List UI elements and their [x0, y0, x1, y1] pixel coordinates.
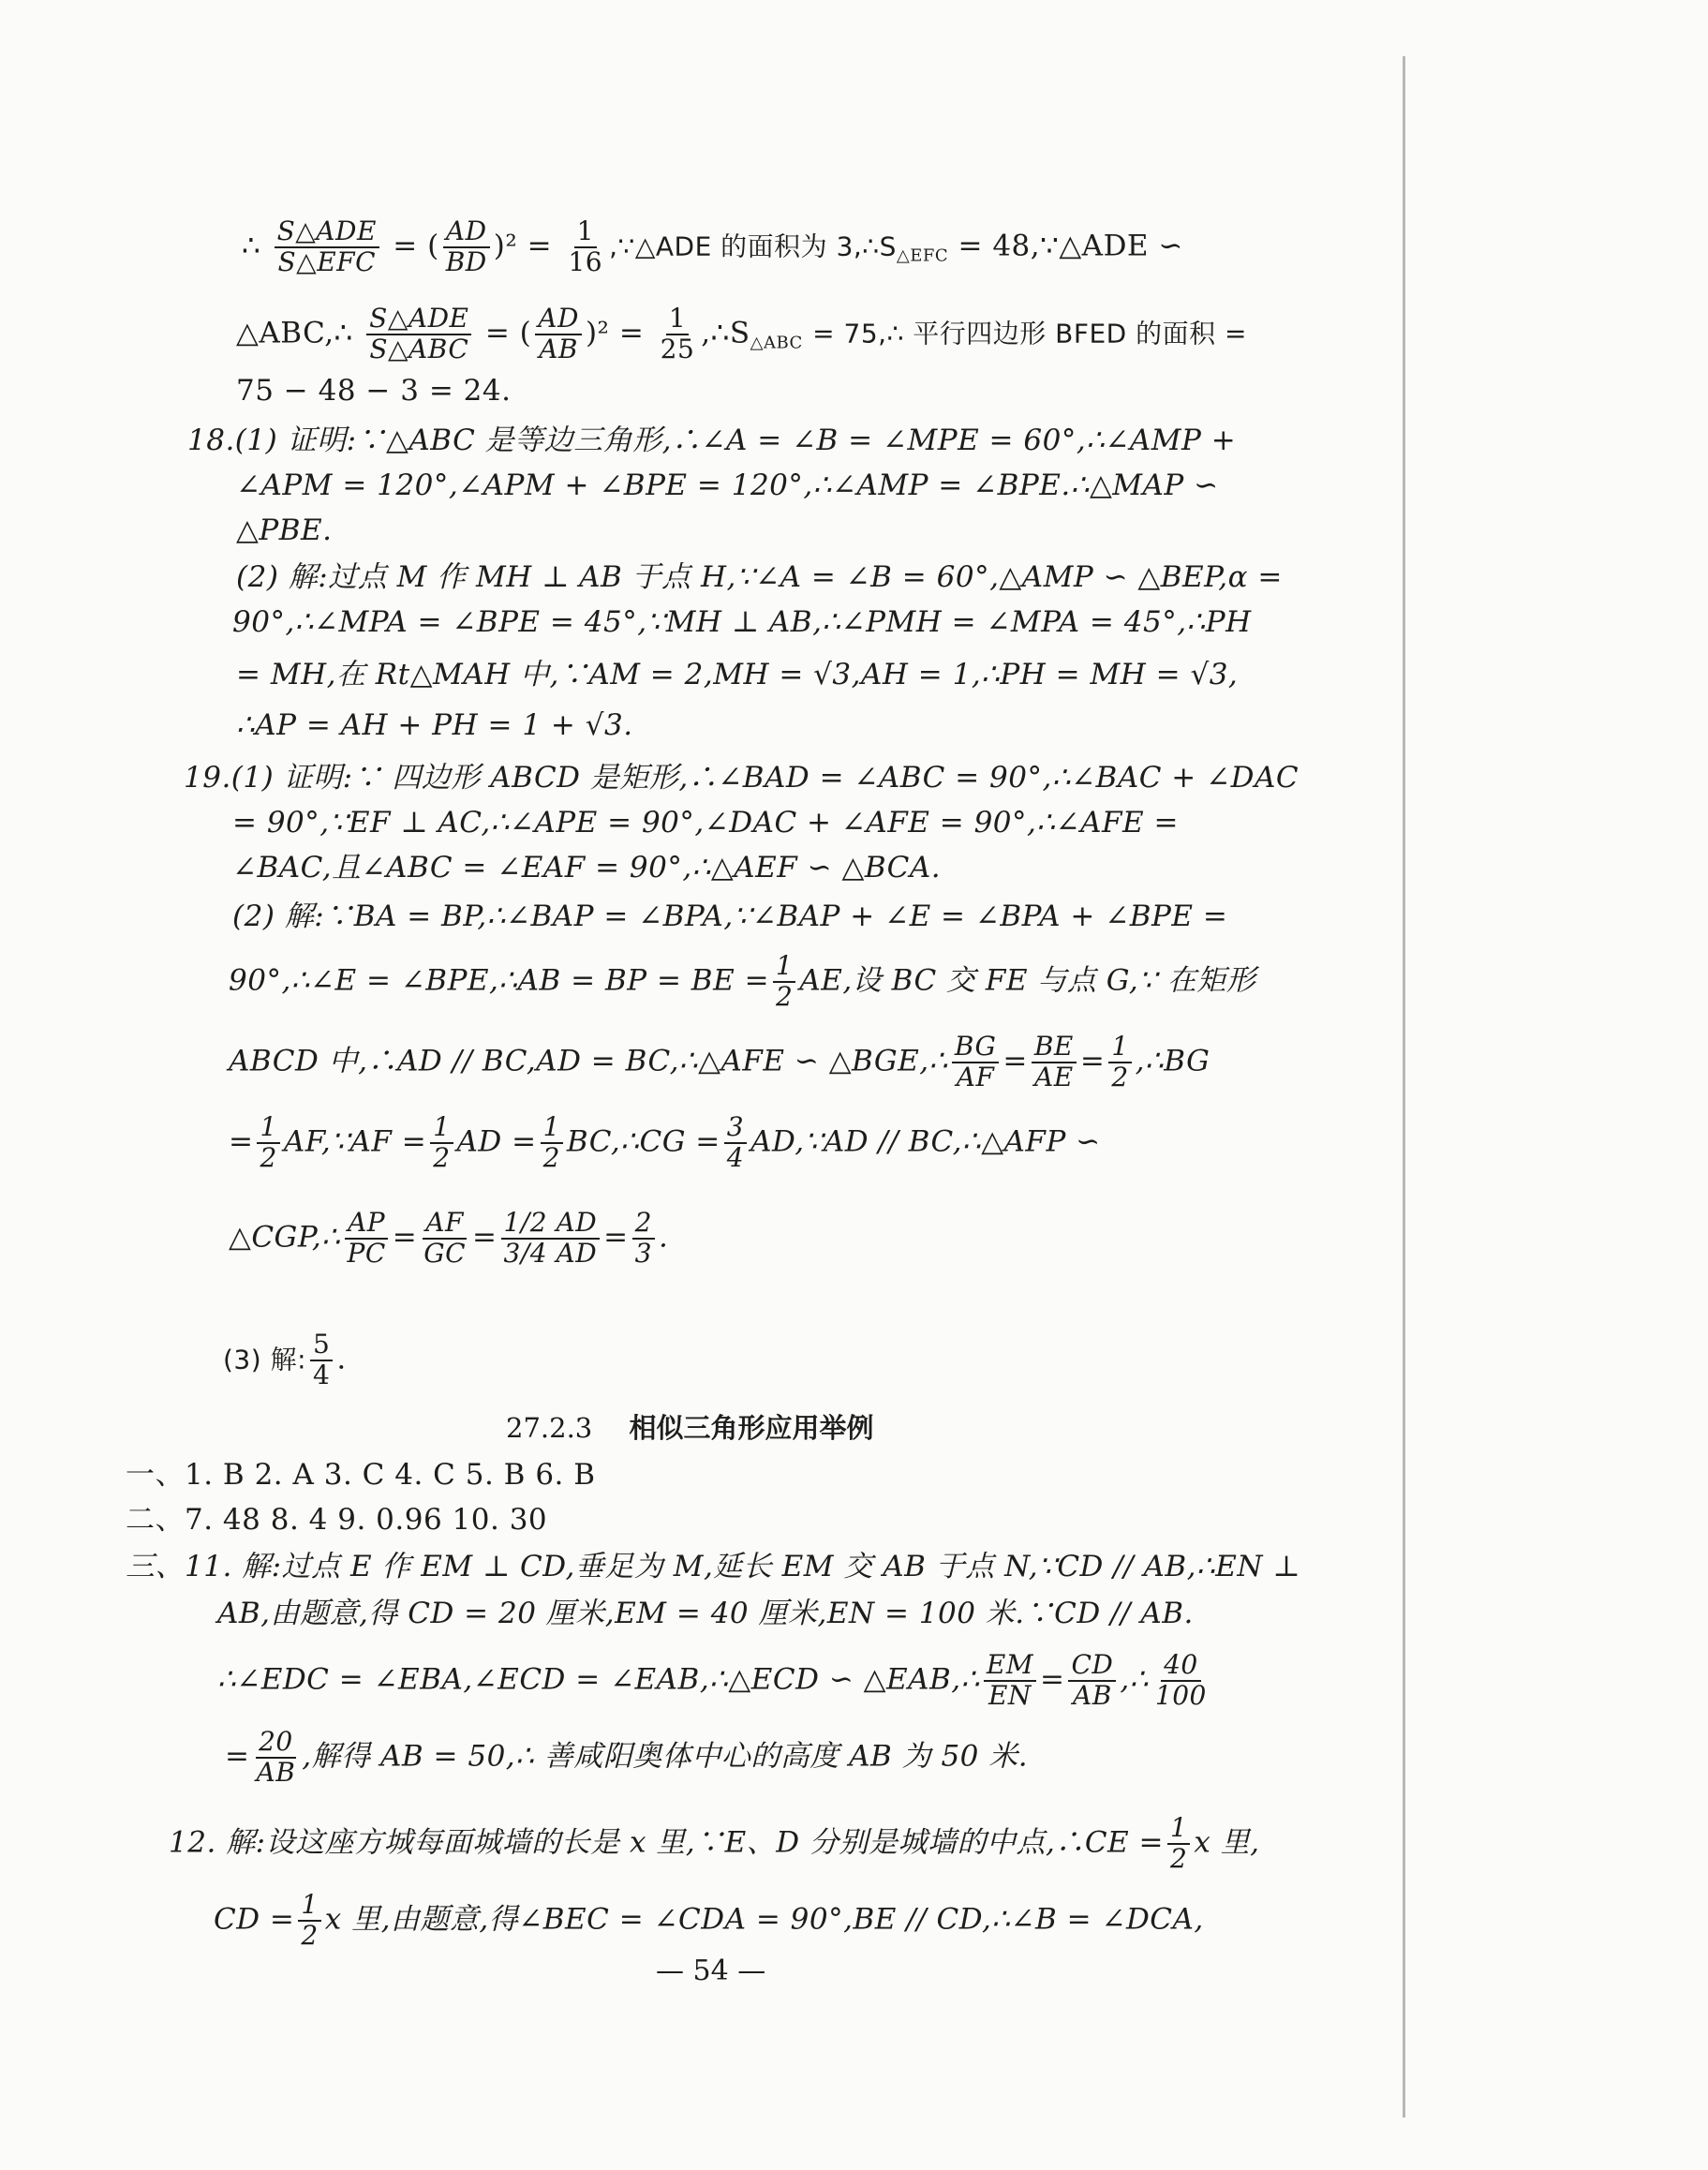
q18-line-2: ∠APM = 120°,∠APM + ∠BPE = 120°,∴∠AMP = ∠BPE.∴△MAP ∽: [236, 468, 1219, 502]
q18-line-6: = MH,在 Rt△MAH 中,∵AM = 2,MH = √3,AH = 1,∴PH = MH = √3,: [236, 658, 1239, 691]
q18-line-3: △PBE.: [236, 513, 333, 547]
q18-line-5: 90°,∴∠MPA = ∠BPE = 45°,∵MH ⊥ AB,∴∠PMH = ∠MPA = 45°,∴PH: [232, 605, 1252, 639]
section-title: 相似三角形应用举例: [629, 1412, 874, 1444]
section-number: 27.2.3: [506, 1412, 593, 1444]
q17-line-1: ∴ $\frac{\text{S△ADE}}{\text{S△EFC}}$ = ( $\frac{AD}{BD}$ )² = $\frac{1}{16}$ ,∵△ADE 的面积为 $3,\therefore S_{\triangle EFC}$ = 48,∵△ADE ∽: [242, 216, 1183, 277]
q19-line-7: = $\frac{1}{2}$ AF,∵AF = $\frac{1}{2}$ AD = $\frac{1}{2}$ BC,∴CG = $\frac{3}{4}$ AD,∵AD // BC,∴△AFP ∽: [229, 1111, 1101, 1173]
q11-line-2: AB,由题意,得 CD = 20 厘米,EM = 40 厘米,EN = 100 米.∵CD // AB.: [217, 1597, 1194, 1630]
q19-line-1: 19.(1) 证明:∵ 四边形 ABCD 是矩形,∴∠BAD = ∠ABC = 90°,∴∠BAC + ∠DAC: [184, 761, 1300, 795]
q12-line-2: CD = $\frac{1}{2}$ x 里,由题意,得∠BEC = ∠CDA = 90°,BE // CD,∴∠B = ∠DCA,: [214, 1889, 1204, 1951]
q18-line-1: 18.(1) 证明:∵△ABC 是等边三角形,∴∠A = ∠B = ∠MPE = 60°,∴∠AMP +: [187, 424, 1237, 457]
q18-line-7: ∴AP = AH + PH = 1 + √3.: [236, 708, 633, 742]
q19-line-8: △CGP,∴ $\frac{AP}{PC}$ = $\frac{AF}{GC}$ = $\frac{1/2 AD}{3/4 AD}$ = $\frac{2}{3}$ .: [229, 1207, 669, 1269]
q19-line-3: ∠BAC,且∠ABC = ∠EAF = 90°,∴△AEF ∽ △BCA.: [232, 851, 942, 884]
q17-line-2: △ABC,∴ $\frac{\text{S△ADE}}{\text{S△ABC}}$ = ( $\frac{AD}{AB}$ )² = $\frac{1}{25}$ $,\therefore S_{\triangle ABC}$ = 75,∴ 平行四边形 BFED 的面积 =: [236, 303, 1248, 364]
q19-line-2: = 90°,∵EF ⊥ AC,∴∠APE = 90°,∠DAC + ∠AFE = 90°,∴∠AFE =: [232, 806, 1179, 840]
q19-line-5: 90°,∴∠E = ∠BPE,∴AB = BP = BE = $\frac{1}{2}$ AE,设 BC 交 FE 与点 G,∵ 在矩形: [229, 950, 1256, 1012]
q19-line-9: (3) 解: $\frac{5}{4}$ .: [223, 1329, 347, 1390]
q17-line-3: 75 − 48 − 3 = 24.: [236, 374, 512, 408]
section-heading: [506, 1407, 873, 1446]
q12-line-1: 12. 解:设这座方城每面城墙的长是 x 里,∵E、D 分别是城墙的中点,∴CE = $\frac{1}{2}$ x 里,: [169, 1812, 1260, 1874]
q11-line-3: ∴∠EDC = ∠EBA,∠ECD = ∠EAB,∴△ECD ∽ △EAB,∴ $\frac{EM}{EN}$ = $\frac{CD}{AB}$ ,∴ $\frac{40}{100}$: [217, 1649, 1207, 1711]
q11-line-4: = $\frac{20}{AB}$ ,解得 AB = 50,∴ 善咸阳奥体中心的高度 AB 为 50 米.: [225, 1726, 1029, 1788]
q18-line-4: (2) 解:过点 M 作 MH ⊥ AB 于点 H,∵∠A = ∠B = 60°,△AMP ∽ △BEP,α =: [236, 560, 1283, 594]
q11-line-1: 三、11. 解:过点 E 作 EM ⊥ CD,垂足为 M,延长 EM 交 AB 于点 N,∵CD // AB,∴EN ⊥: [126, 1550, 1300, 1583]
page-number: — 54 —: [656, 1954, 766, 1987]
q19-line-4: (2) 解:∵BA = BP,∴∠BAP = ∠BPA,∵∠BAP + ∠E = ∠BPA + ∠BPE =: [232, 899, 1228, 933]
q19-line-6: ABCD 中,∴AD // BC,AD = BC,∴△AFE ∽ △BGE,∴ $\frac{BG}{AF}$ = $\frac{BE}{AE}$ = $\frac{1}{2}$ ,∴BG: [229, 1031, 1210, 1092]
page-fold-line: [1403, 56, 1405, 2118]
answers-part-2: 二、7. 48 8. 4 9. 0.96 10. 30: [126, 1503, 548, 1537]
answers-part-1: 一、1. B 2. A 3. C 4. C 5. B 6. B: [126, 1458, 596, 1492]
